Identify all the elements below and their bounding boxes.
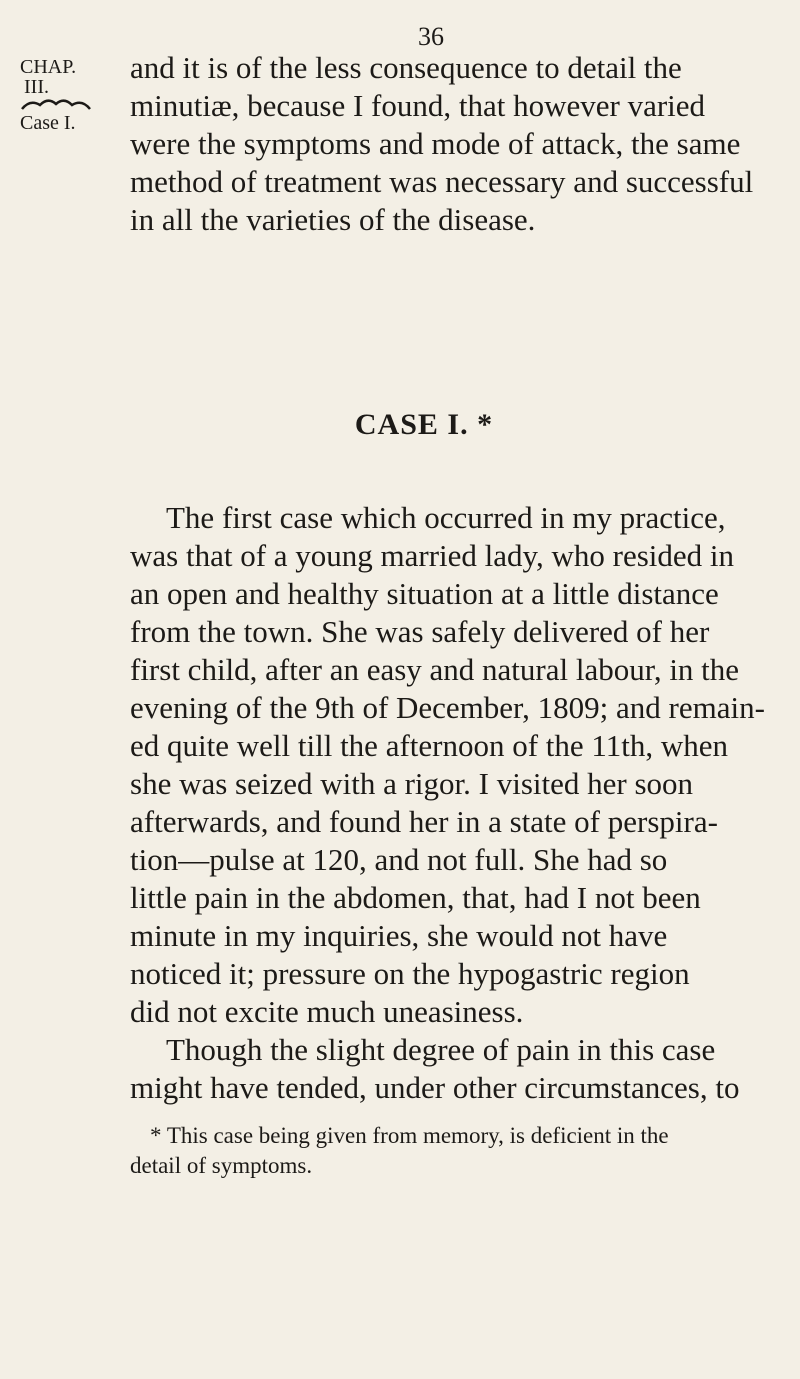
footnote-line: detail of symptoms.: [130, 1153, 313, 1178]
case-heading: CASE I. *: [354, 408, 494, 441]
margin-chapter-number: III.: [24, 76, 49, 98]
text-line: was that of a young married lady, who resided in: [130, 538, 735, 573]
text-line: noticed it; pressure on the hypogastric region: [130, 956, 690, 991]
text-line: in all the varieties of the disease.: [130, 202, 536, 237]
text-line: first child, after an easy and natural labour, in the: [130, 652, 740, 687]
footnote-line: * This case being given from memory, is deficient in the: [150, 1123, 669, 1148]
text-line: ed quite well till the afternoon of the 11th, when: [130, 728, 729, 763]
text-line: an open and healthy situation at a little distance: [130, 576, 719, 611]
margin-chapter: CHAP.: [20, 56, 77, 78]
text-line: tion—pulse at 120, and not full. She had so: [130, 842, 668, 877]
text-line: evening of the 9th of December, 1809; and remain-: [130, 690, 765, 725]
text-line: and it is of the less consequence to detail the: [130, 50, 682, 85]
text-line: from the town. She was safely delivered of her: [130, 614, 710, 649]
text-line: were the symptoms and mode of attack, the same: [130, 126, 741, 161]
margin-brace-icon: [20, 95, 92, 111]
text-line: might have tended, under other circumstances, to: [130, 1070, 740, 1105]
text-line: The first case which occurred in my practice,: [166, 500, 726, 535]
text-line: little pain in the abdomen, that, had I not been: [130, 880, 701, 915]
text-line: she was seized with a rigor. I visited her soon: [130, 766, 694, 801]
text-line: Though the slight degree of pain in this case: [166, 1032, 716, 1067]
text-line: did not excite much uneasiness.: [130, 994, 524, 1029]
text-line: afterwards, and found her in a state of perspira-: [130, 804, 718, 839]
text-line: method of treatment was necessary and successful: [130, 164, 754, 199]
text-line: minutiæ, because I found, that however varied: [130, 88, 706, 123]
page-number: 36: [418, 22, 444, 51]
margin-case: Case I.: [20, 112, 76, 134]
text-line: minute in my inquiries, she would not have: [130, 918, 668, 953]
